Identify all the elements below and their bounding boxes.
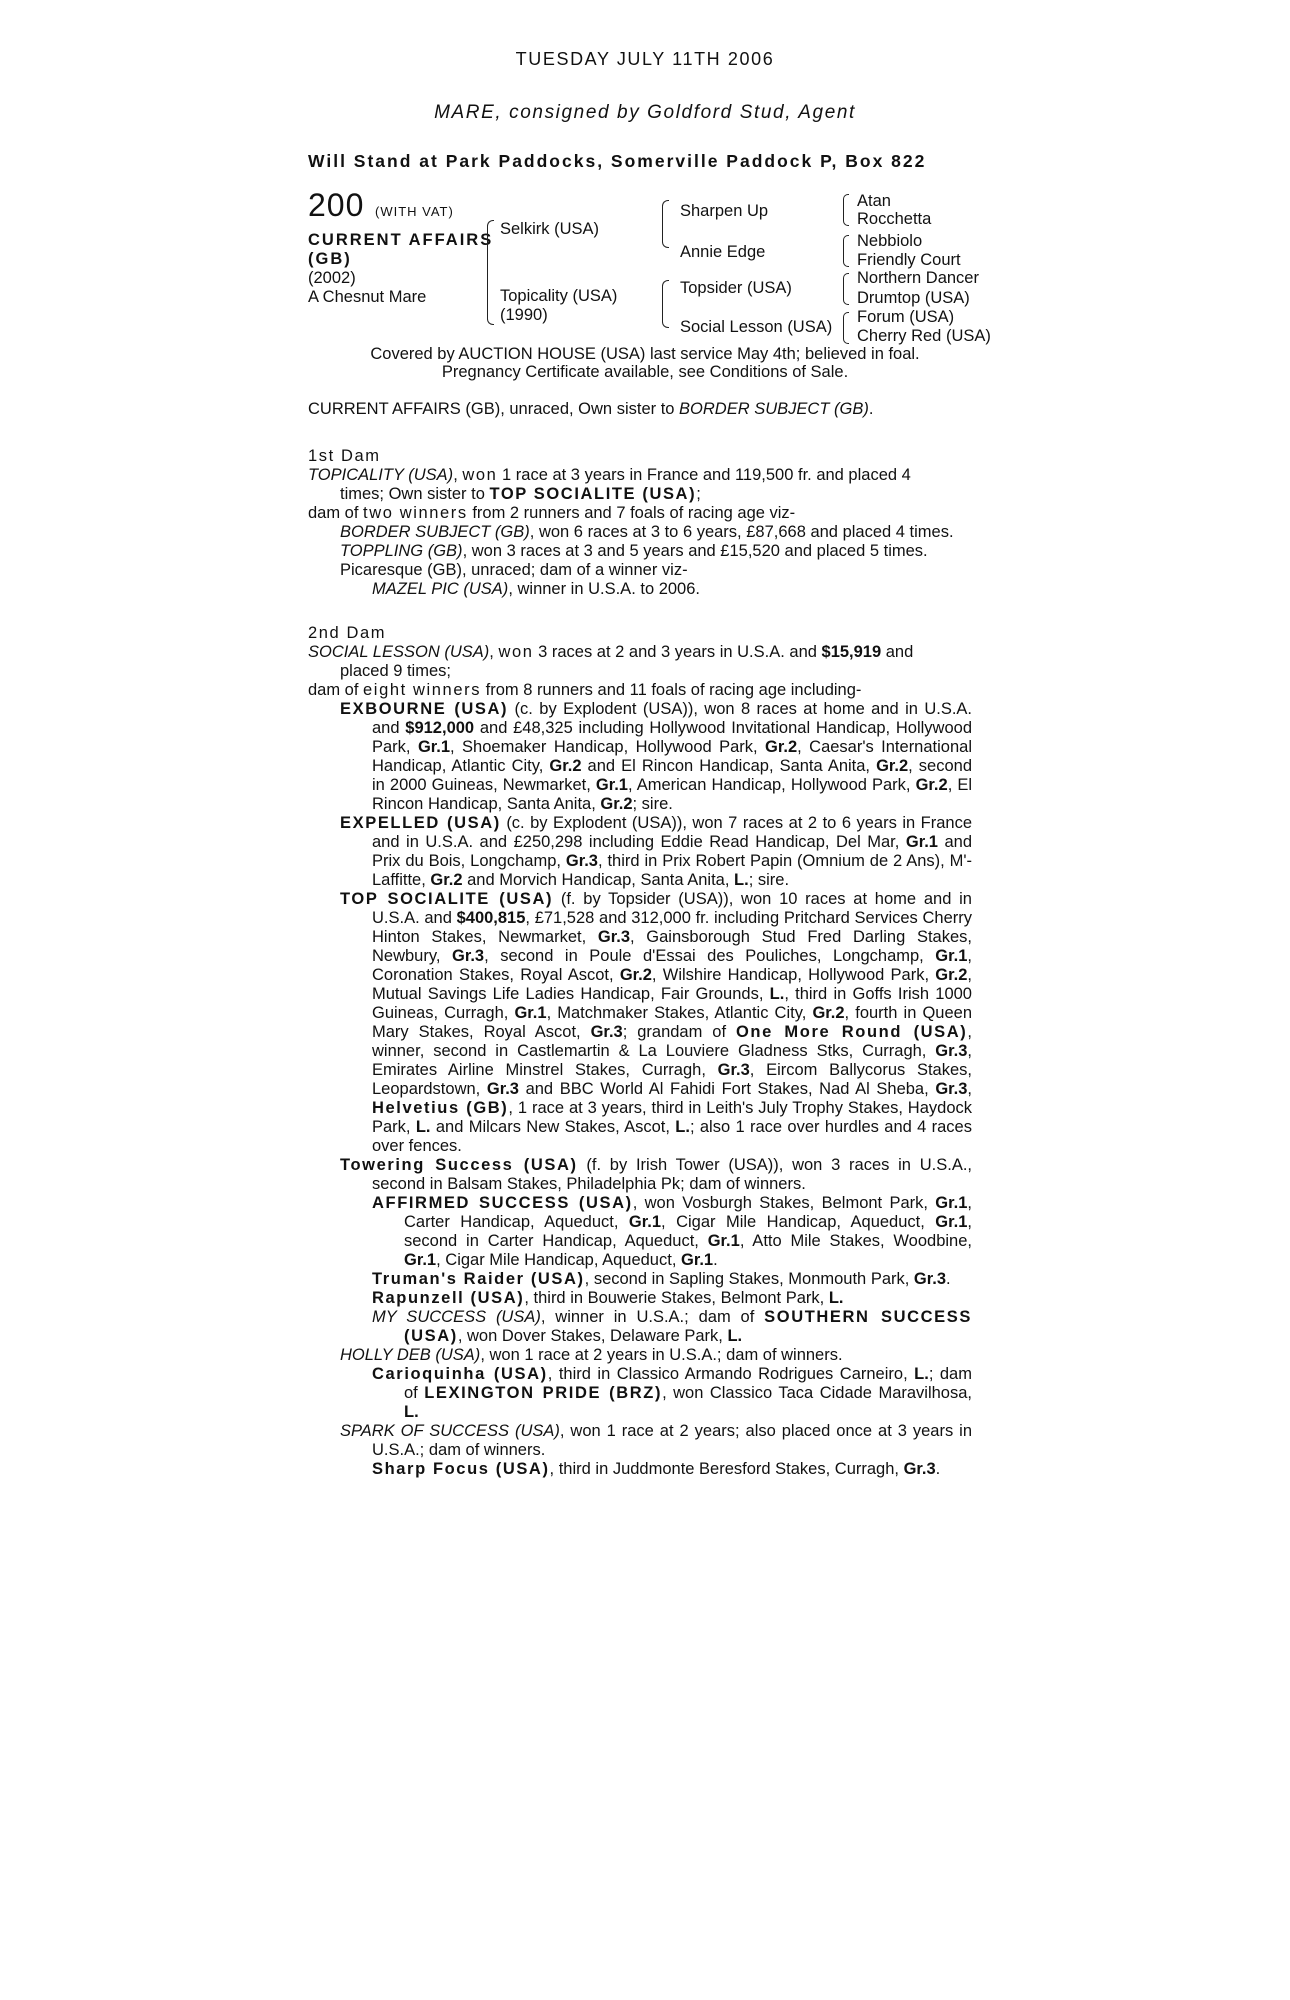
entry-sharp-focus: Sharp Focus (USA), third in Juddmonte Beresford Stakes, Curragh, Gr.3.: [372, 1460, 941, 1478]
pedigree-brace-3a: [843, 194, 849, 226]
pedigree-dd: Social Lesson (USA): [680, 318, 833, 336]
pedigree-sdd: Friendly Court: [857, 251, 961, 269]
entry-carioquinha: Carioquinha (USA), third in Classico Armando Rodrigues Carneiro, L.; dam of LEXINGTON PRIDE (BRZ), won Classico Taca Cidade Maravilhosa, L.: [372, 1365, 972, 1421]
entry-affirmed-success: AFFIRMED SUCCESS (USA), won Vosburgh Stakes, Belmont Park, Gr.1, Carter Handicap, Aqueduct, Gr.1, Cigar Mile Handicap, Aqueduct, Gr.1, second in Carter Handicap, Aqueduct, Gr.1, Atto Mile Stakes, Woodbine, Gr.1, Cigar Mile Handicap, Aqueduct, Gr.1.: [372, 1194, 972, 1269]
pedigree-brace-2a: [662, 200, 669, 248]
entry-towering-success: Towering Success (USA) (f. by Irish Tower (USA)), won 3 races in U.S.A., second in Balsam Stakes, Philadelphia Pk; dam of winners.: [340, 1156, 972, 1193]
second-dam-line2: placed 9 times;: [340, 662, 451, 680]
lot-number-block: [308, 187, 454, 223]
pedigree-sss: Atan: [857, 192, 891, 210]
intro-line: CURRENT AFFAIRS (GB), unraced, Own sister to BORDER SUBJECT (GB).: [308, 400, 874, 418]
pedigree-ds: Topsider (USA): [680, 279, 792, 297]
pedigree-brace-3c: [843, 273, 849, 305]
pedigree-dsd: Drumtop (USA): [857, 289, 970, 307]
catalogue-body: [308, 400, 972, 1479]
sale-date: TUESDAY JULY 11TH 2006: [515, 49, 775, 69]
first-dam-progeny-1: BORDER SUBJECT (GB), won 6 races at 3 to 6 years, £87,668 and placed 4 times.: [340, 523, 954, 541]
first-dam-line3: dam of two winners from 2 runners and 7 foals of racing age viz-: [308, 504, 796, 522]
first-dam-progeny-2: TOPPLING (GB), won 3 races at 3 and 5 years and £15,520 and placed 5 times.: [340, 542, 928, 560]
first-dam-heading: 1st Dam: [308, 447, 381, 465]
pregnancy-line: Pregnancy Certificate available, see Conditions of Sale.: [441, 363, 849, 381]
first-dam-progeny-3: Picaresque (GB), unraced; dam of a winner viz-: [340, 561, 688, 579]
pedigree-brace-3d: [843, 312, 849, 344]
stand-location: Will Stand at Park Paddocks, Somerville Paddock P, Box 822: [308, 151, 927, 171]
covered-line: Covered by AUCTION HOUSE (USA) last service May 4th; believed in foal.: [370, 345, 920, 363]
second-dam-line1: SOCIAL LESSON (USA), won 3 races at 2 and 3 years in U.S.A. and $15,919 and: [308, 643, 914, 661]
pedigree-sd: Annie Edge: [680, 243, 766, 261]
entry-spark-of-success: SPARK OF SUCCESS (USA), won 1 race at 2 years; also placed once at 3 years in U.S.A.; dam of winners.: [340, 1422, 973, 1459]
first-dam-line2: times; Own sister to TOP SOCIALITE (USA);: [340, 485, 701, 503]
pedigree-brace-2b: [662, 280, 669, 328]
horse-name: CURRENT AFFAIRS: [308, 231, 494, 249]
entry-exbourne: EXBOURNE (USA) (c. by Explodent (USA)), won 8 races at home and in U.S.A. and $912,000 and £48,325 including Hollywood Invitational Handicap, Hollywood Park, Gr.1, Shoemaker Handicap, Hollywood Park, Gr.2, Caesar's International Handicap, Atlantic City, Gr.2 and El Rincon Handicap, Santa Anita, Gr.2, second in 2000 Guineas, Newmarket, Gr.1, American Handicap, Hollywood Park, Gr.2, El Rincon Handicap, Santa Anita, Gr.2; sire.: [340, 700, 973, 813]
consignor-line: MARE, consigned by Goldford Stud, Agent: [434, 102, 856, 123]
entry-rapunzell: Rapunzell (USA), third in Bouwerie Stakes, Belmont Park, L.: [372, 1289, 844, 1307]
pedigree-ddd: Cherry Red (USA): [857, 327, 991, 345]
entry-trumans-raider: Truman's Raider (USA), second in Sapling Stakes, Monmouth Park, Gr.3.: [372, 1270, 951, 1288]
horse-description: A Chesnut Mare: [308, 288, 427, 306]
pedigree-ssd: Rocchetta: [857, 210, 932, 228]
horse-country: (GB): [308, 250, 352, 268]
pedigree-sds: Nebbiolo: [857, 232, 923, 250]
entry-top-socialite: TOP SOCIALITE (USA) (f. by Topsider (USA)), won 10 races at home and in U.S.A. and $400,815, £71,528 and 312,000 fr. including Pritchard Services Cherry Hinton Stakes, Newmarket, Gr.3, Gainsborough Stud Fred Darling Stakes, Newbury, Gr.3, second in Poule d'Essai des Pouliches, Longchamp, Gr.1, Coronation Stakes, Royal Ascot, Gr.2, Wilshire Handicap, Hollywood Park, Gr.2, Mutual Savings Life Ladies Handicap, Fair Grounds, L., third in Goffs Irish 1000 Guineas, Curragh, Gr.1, Matchmaker Stakes, Atlantic City, Gr.2, fourth in Queen Mary Stakes, Royal Ascot, Gr.3; grandam of One More Round (USA), winner, second in Castlemartin & La Louviere Gladness Stks, Curragh, Gr.3, Emirates Airline Minstrel Stakes, Curragh, Gr.3, Eircom Ballycorus Stakes, Leopardstown, Gr.3 and BBC World Al Fahidi Fort Stakes, Nad Al Sheba, Gr.3, Helvetius (GB), 1 race at 3 years, third in Leith's July Trophy Stakes, Haydock Park, L. and Milcars New Stakes, Ascot, L.; also 1 race over hurdles and 4 races over fences.: [340, 890, 973, 1155]
lot-number: 200: [308, 187, 365, 223]
pedigree-brace-3b: [843, 235, 849, 267]
pedigree-dds: Forum (USA): [857, 308, 955, 326]
second-dam-heading: 2nd Dam: [308, 624, 387, 642]
entry-holly-deb: HOLLY DEB (USA), won 1 race at 2 years in U.S.A.; dam of winners.: [340, 1346, 843, 1364]
second-dam-line3: dam of eight winners from 8 runners and 11 foals of racing age including-: [308, 681, 862, 699]
pedigree-dam: Topicality (USA): [500, 287, 618, 305]
pedigree-dss: Northern Dancer: [857, 269, 979, 287]
pedigree-brace-1: [487, 220, 494, 325]
horse-year: (2002): [308, 269, 356, 287]
entry-expelled: EXPELLED (USA) (c. by Explodent (USA)), won 7 races at 2 to 6 years in France and in U.S.A. and £250,298 including Eddie Read Handicap, Del Mar, Gr.1 and Prix du Bois, Longchamp, Gr.3, third in Prix Robert Papin (Omnium de 2 Ans), M'-Laffitte, Gr.2 and Morvich Handicap, Santa Anita, L.; sire.: [340, 814, 973, 889]
first-dam-progeny-4: MAZEL PIC (USA), winner in U.S.A. to 2006.: [372, 580, 700, 598]
entry-my-success: MY SUCCESS (USA), winner in U.S.A.; dam of SOUTHERN SUCCESS (USA), won Dover Stakes, Delaware Park, L.: [372, 1308, 972, 1345]
pedigree-dam-year: (1990): [500, 306, 548, 324]
pedigree-sire: Selkirk (USA): [500, 220, 600, 238]
pedigree-ss: Sharpen Up: [680, 202, 769, 220]
first-dam-line1: TOPICALITY (USA), won 1 race at 3 years in France and 119,500 fr. and placed 4: [308, 466, 911, 484]
vat-note: (WITH VAT): [374, 204, 454, 219]
